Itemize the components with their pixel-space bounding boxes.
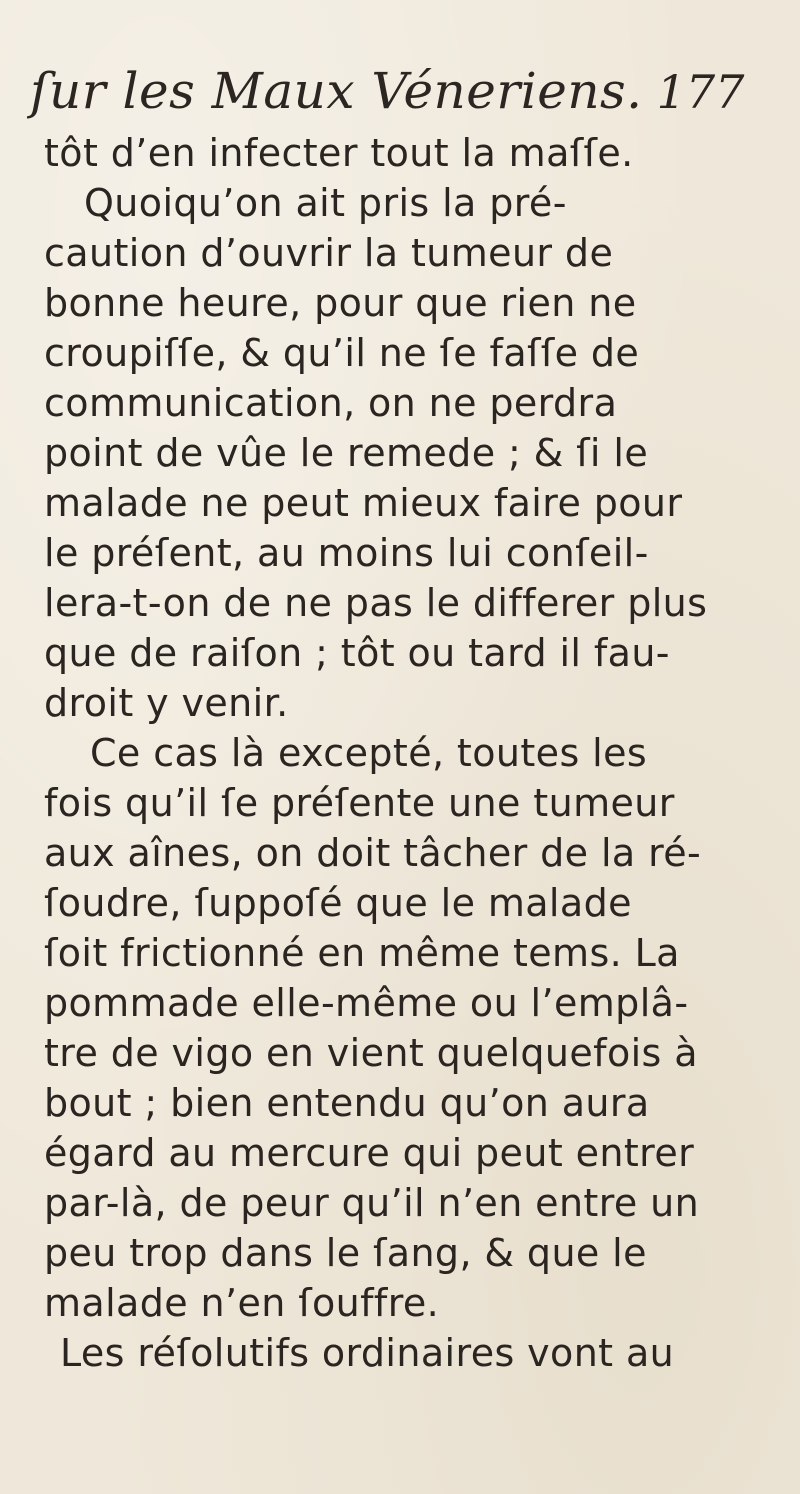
text-line: Ce cas là excepté, toutes les xyxy=(90,731,648,775)
text-line: que de raiſon ; tôt ou tard il fau- xyxy=(44,631,670,675)
text-line: ſoudre, ſuppoſé que le malade xyxy=(44,881,632,925)
text-line: croupiſſe, & qu’il ne ſe faſſe de xyxy=(44,331,640,375)
text-line: malade ne peut mieux faire pour xyxy=(44,481,683,525)
text-line: bonne heure, pour que rien ne xyxy=(44,281,637,325)
running-title: ſur les Maux Véneriens. xyxy=(30,62,643,120)
text-line: par-là, de peur qu’il n’en entre un xyxy=(44,1181,700,1225)
text-line: Quoiqu’on ait pris la pré- xyxy=(84,181,567,225)
text-line: tôt d’en infecter tout la maſſe. xyxy=(44,131,634,175)
text-line: fois qu’il ſe préſente une tumeur xyxy=(44,781,675,825)
text-line: le préſent, au moins lui conſeil- xyxy=(44,531,649,575)
text-line: Les réſolutifs ordinaires vont au xyxy=(60,1331,675,1375)
text-line: ſoit frictionné en même tems. La xyxy=(44,931,680,975)
text-line: lera-t-on de ne pas le differer plus xyxy=(44,581,708,625)
text-line: bout ; bien entendu qu’on aura xyxy=(44,1081,650,1125)
text-line: aux aînes, on doit tâcher de la ré- xyxy=(44,831,702,875)
text-line: malade n’en ſouffre. xyxy=(44,1281,440,1325)
text-line: pommade elle-même ou l’emplâ- xyxy=(44,981,689,1025)
text-line: communication, on ne perdra xyxy=(44,381,618,425)
page-number: 177 xyxy=(656,65,745,119)
text-line: droit y venir. xyxy=(44,681,289,725)
text-line: peu trop dans le ſang, & que le xyxy=(44,1231,647,1275)
text-line: caution d’ouvrir la tumeur de xyxy=(44,231,614,275)
text-line: tre de vigo en vient quelquefois à xyxy=(44,1031,698,1075)
text-line: égard au mercure qui peut entrer xyxy=(44,1131,695,1175)
text-line: point de vûe le remede ; & ſi le xyxy=(44,431,649,475)
